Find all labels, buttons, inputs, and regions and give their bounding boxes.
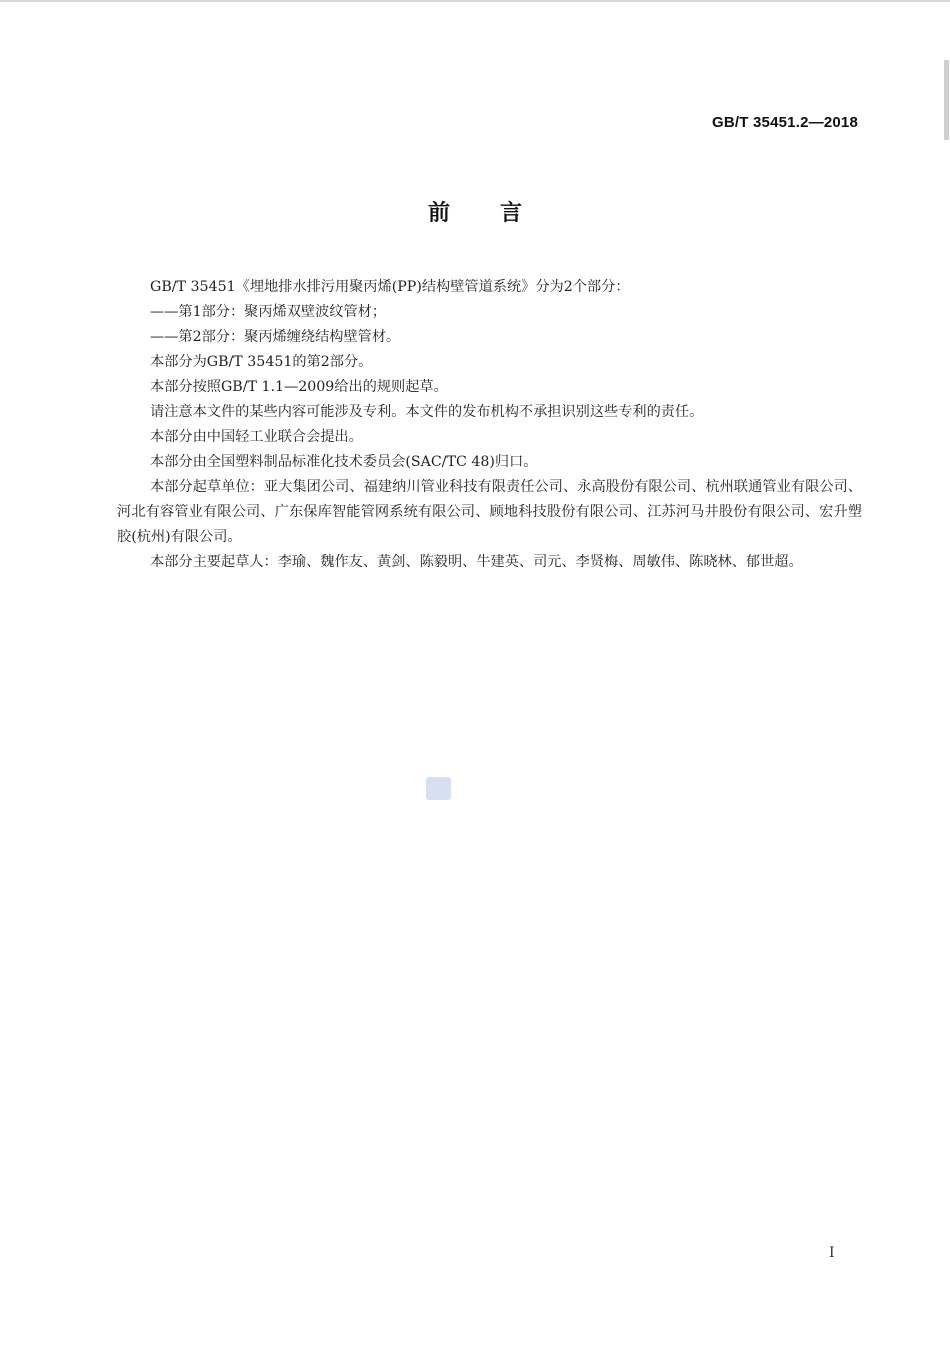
paragraph-drafting-units: 本部分起草单位：亚大集团公司、福建纳川管业科技有限责任公司、永高股份有限公司、杭州联通管业有限公司、河北有容管业有限公司、广东保库智能管网系统有限公司、顾地科技股份有限公司、江苏河马井股份有限公司、宏升塑胶(杭州)有限公司。 [117, 479, 862, 545]
paragraph-proposer: 本部分由中国轻工业联合会提出。 [150, 429, 363, 445]
paragraph-drafters: 本部分主要起草人：李瑜、魏作友、黄剑、陈毅明、牛建英、司元、李贤梅、周敏伟、陈晓林、郁世超。 [150, 554, 803, 570]
paragraph-committee: 本部分由全国塑料制品标准化技术委员会(SAC/TC 48)归口。 [150, 454, 538, 470]
standard-code: GB/T 35451.2—2018 [712, 114, 858, 131]
page-title: 前言 [427, 201, 572, 226]
paragraph-part-2: ——第2部分：聚丙烯缠绕结构壁管材。 [150, 329, 401, 345]
page-top-edge [0, 0, 950, 2]
paragraph-part-1: ——第1部分：聚丙烯双壁波纹管材； [150, 304, 387, 320]
foreword-body [117, 275, 862, 575]
paragraph-this-part: 本部分为GB/T 35451的第2部分。 [150, 354, 373, 370]
watermark-logo [426, 777, 451, 800]
paragraph-drafting-rules: 本部分按照GB/T 1.1—2009给出的规则起草。 [150, 379, 448, 395]
paragraph-patent-notice: 请注意本文件的某些内容可能涉及专利。本文件的发布机构不承担识别这些专利的责任。 [150, 404, 704, 420]
page-right-edge-mark [944, 60, 949, 140]
paragraph-parts-overview: GB/T 35451《埋地排水排污用聚丙烯(PP)结构壁管道系统》分为2个部分： [150, 279, 630, 295]
page-number: I [829, 1245, 835, 1261]
